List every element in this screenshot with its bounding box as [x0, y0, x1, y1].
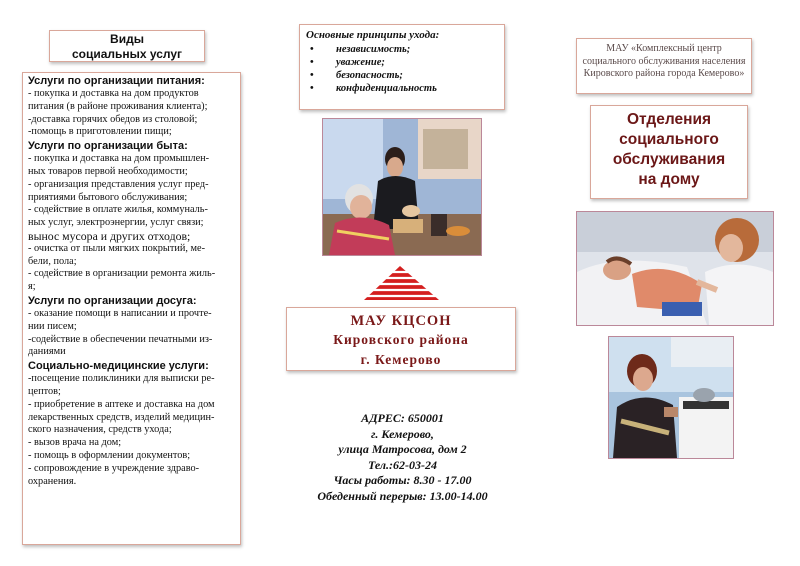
medical-line: цептов; — [28, 385, 61, 397]
household-line: я; — [28, 281, 36, 293]
food-line: - покупка и доставка на дом продуктов — [28, 88, 199, 99]
organization-city: г. Кемерово — [360, 352, 442, 367]
household-line: - покупка и доставка на дом промышлен- — [28, 153, 210, 165]
food-services-heading: Услуги по организации питания: — [28, 75, 205, 87]
department-title-line: Отделения — [626, 111, 712, 128]
principle-item: • независимость; — [336, 43, 498, 56]
food-line: -доставка горячих обедов из столовой; — [28, 113, 198, 125]
food-line: питания (в районе проживания клиента); — [28, 100, 208, 112]
organization-logo — [364, 264, 439, 302]
center-full-name — [576, 38, 752, 94]
household-line: - содействие в организации ремонта жиль- — [28, 268, 216, 280]
center-name-line: Кировского района города Кемерово» — [583, 68, 745, 79]
photo-home-visit — [322, 118, 482, 256]
household-services-heading: Услуги по организации быта: — [28, 140, 188, 153]
address-line: АДРЕС: 650001 — [361, 411, 444, 425]
food-line: -помощь в приготовлении пищи; — [28, 126, 172, 138]
household-line: - очистка от пыли мягких покрытий, ме- — [28, 242, 205, 254]
household-line: приятиями бытового обслуживания; — [28, 191, 188, 203]
address-line: улица Матросова, дом 2 — [338, 442, 467, 456]
department-title-line: социального — [619, 131, 719, 148]
photo-social-worker-kitchen — [608, 336, 734, 459]
leisure-line: даниями — [28, 346, 66, 358]
organization-district: Кировского района — [333, 332, 469, 347]
household-line: - организация представления услуг пред- — [28, 178, 209, 190]
services-title-line-2: социальных услуг — [71, 47, 183, 61]
medical-line: - приобретение в аптеке и доставка на дом — [28, 398, 215, 410]
medical-line: ского назначения, средств ухода; — [28, 424, 172, 436]
center-name-line: МАУ «Комплексный центр — [606, 43, 722, 54]
household-line: бели, пола; — [28, 255, 77, 267]
care-principles-heading: Основные принципы ухода: — [306, 29, 440, 41]
lunch-break-line: Обеденный перерыв: 13.00-14.00 — [317, 488, 488, 503]
leisure-line: -содействие в обеспечении печатными из- — [28, 333, 213, 345]
medical-line: лекарственных средств, изделий медицин- — [28, 411, 215, 423]
medical-line: - помощь в оформлении документов; — [28, 449, 191, 461]
photo-nurse-patient — [576, 211, 774, 326]
leisure-line: - оказание помощи в написании и прочте- — [28, 307, 212, 319]
household-line: ных услуг, электроэнергии, услуг связи; — [28, 217, 204, 229]
medical-line: -посещение поликлиники для выписки ре- — [28, 373, 215, 385]
center-name-line: социального обслуживания населения — [582, 55, 746, 67]
household-line: вынос мусора и других отходов; — [28, 229, 191, 243]
contact-address-block — [290, 411, 515, 504]
principle-item: • уважение; — [336, 56, 498, 69]
services-list-panel — [22, 72, 241, 545]
principle-item: • конфиденциальность — [336, 82, 498, 95]
care-principles-box — [299, 24, 505, 110]
phone-line: Тел.:62-03-24 — [367, 457, 438, 472]
medical-line: - вызов врача на дом; — [28, 437, 122, 449]
leisure-services-heading: Услуги по организации досуга: — [28, 294, 197, 307]
medical-line: охранения. — [28, 475, 77, 487]
department-title-line: обслуживания — [612, 151, 726, 168]
working-hours-line: Часы работы: 8.30 - 17.00 — [333, 473, 472, 487]
principle-item: • безопасность; — [336, 69, 498, 82]
care-principles-list — [306, 43, 498, 95]
household-line: - содействие в оплате жилья, коммуналь- — [28, 204, 208, 216]
medical-services-heading: Социально-медицинские услуги: — [28, 360, 209, 373]
leisure-line: нии писем; — [28, 320, 77, 332]
household-line: ных товаров первой необходимости; — [28, 165, 188, 177]
organization-name-box — [286, 307, 516, 371]
services-title-line-1: Виды — [110, 32, 144, 46]
services-title — [49, 30, 205, 62]
medical-line: - сопровождение в учреждение здраво- — [28, 462, 200, 474]
organization-name: МАУ КЦСОН — [350, 313, 452, 329]
department-title-line: на дому — [638, 171, 700, 188]
department-title — [590, 105, 748, 199]
address-line: г. Кемерово, — [371, 426, 434, 441]
